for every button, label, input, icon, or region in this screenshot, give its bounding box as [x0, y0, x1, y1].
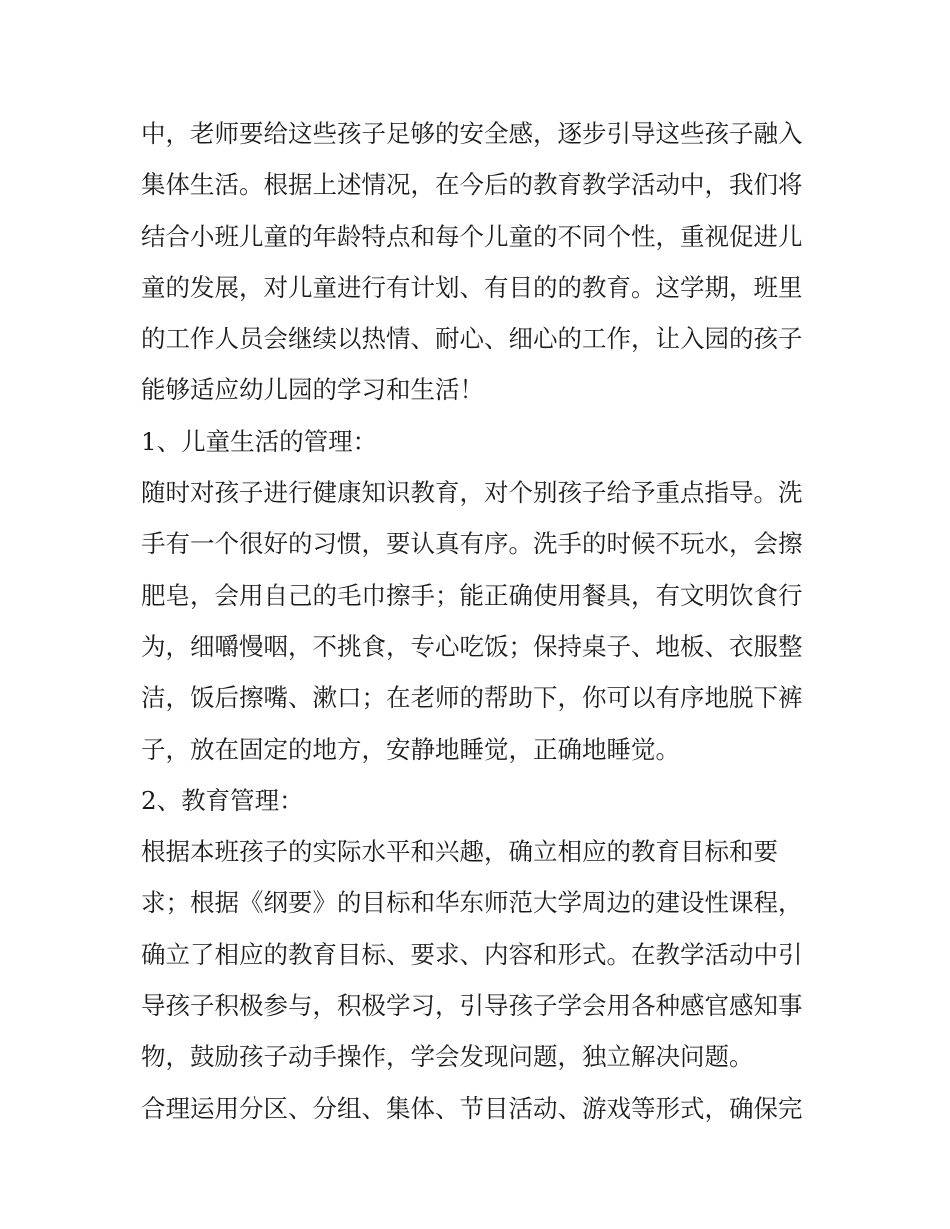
paragraph-line: 根据本班孩子的实际水平和兴趣，确立相应的教育目标和要 — [141, 837, 778, 867]
body-text — [141, 108, 813, 1134]
paragraph-line: 子，放在固定的地方，安静地睡觉，正确地睡觉。 — [141, 734, 680, 764]
paragraph-line: 洁，饭后擦嘴、漱口；在老师的帮助下，你可以有序地脱下裤 — [141, 683, 803, 713]
paragraph-line: 确立了相应的教育目标、要求、内容和形式。在教学活动中引 — [141, 939, 803, 969]
paragraph-line: 童的发展，对儿童进行有计划、有目的的教育。这学期，班里 — [141, 272, 803, 302]
section-heading: 2、教育管理： — [141, 785, 304, 815]
paragraph-line: 手有一个很好的习惯，要认真有序。洗手的时候不玩水，会擦 — [141, 529, 803, 559]
paragraph-line: 中，老师要给这些孩子足够的安全感，逐步引导这些孩子融入 — [141, 119, 803, 148]
paragraph-line: 能够适应幼儿园的学习和生活！ — [141, 375, 484, 405]
paragraph-line: 结合小班儿童的年龄特点和每个儿童的不同个性，重视促进儿 — [141, 221, 803, 251]
paragraph-line: 导孩子积极参与，积极学习，引导孩子学会用各种感官感知事 — [141, 991, 803, 1021]
paragraph-line: 物，鼓励孩子动手操作，学会发现问题，独立解决问题。 — [141, 1042, 754, 1072]
paragraph-line: 求；根据《纲要》的目标和华东师范大学周边的建设性课程， — [141, 888, 803, 918]
paragraph-line: 为，细嚼慢咽，不挑食，专心吃饭；保持桌子、地板、衣服整 — [141, 631, 803, 661]
section-heading: 1、儿童生活的管理： — [141, 426, 378, 456]
paragraph-line: 集体生活。根据上述情况，在今后的教育教学活动中，我们将 — [141, 170, 803, 200]
paragraph-line: 的工作人员会继续以热情、耐心、细心的工作，让入园的孩子 — [141, 324, 803, 354]
paragraph-line: 合理运用分区、分组、集体、节目活动、游戏等形式，确保完 — [141, 1093, 803, 1123]
paragraph-line: 随时对孩子进行健康知识教育，对个别孩子给予重点指导。洗 — [141, 478, 803, 508]
paragraph-line: 肥皂，会用自己的毛巾擦手；能正确使用餐具，有文明饮食行 — [141, 580, 803, 610]
